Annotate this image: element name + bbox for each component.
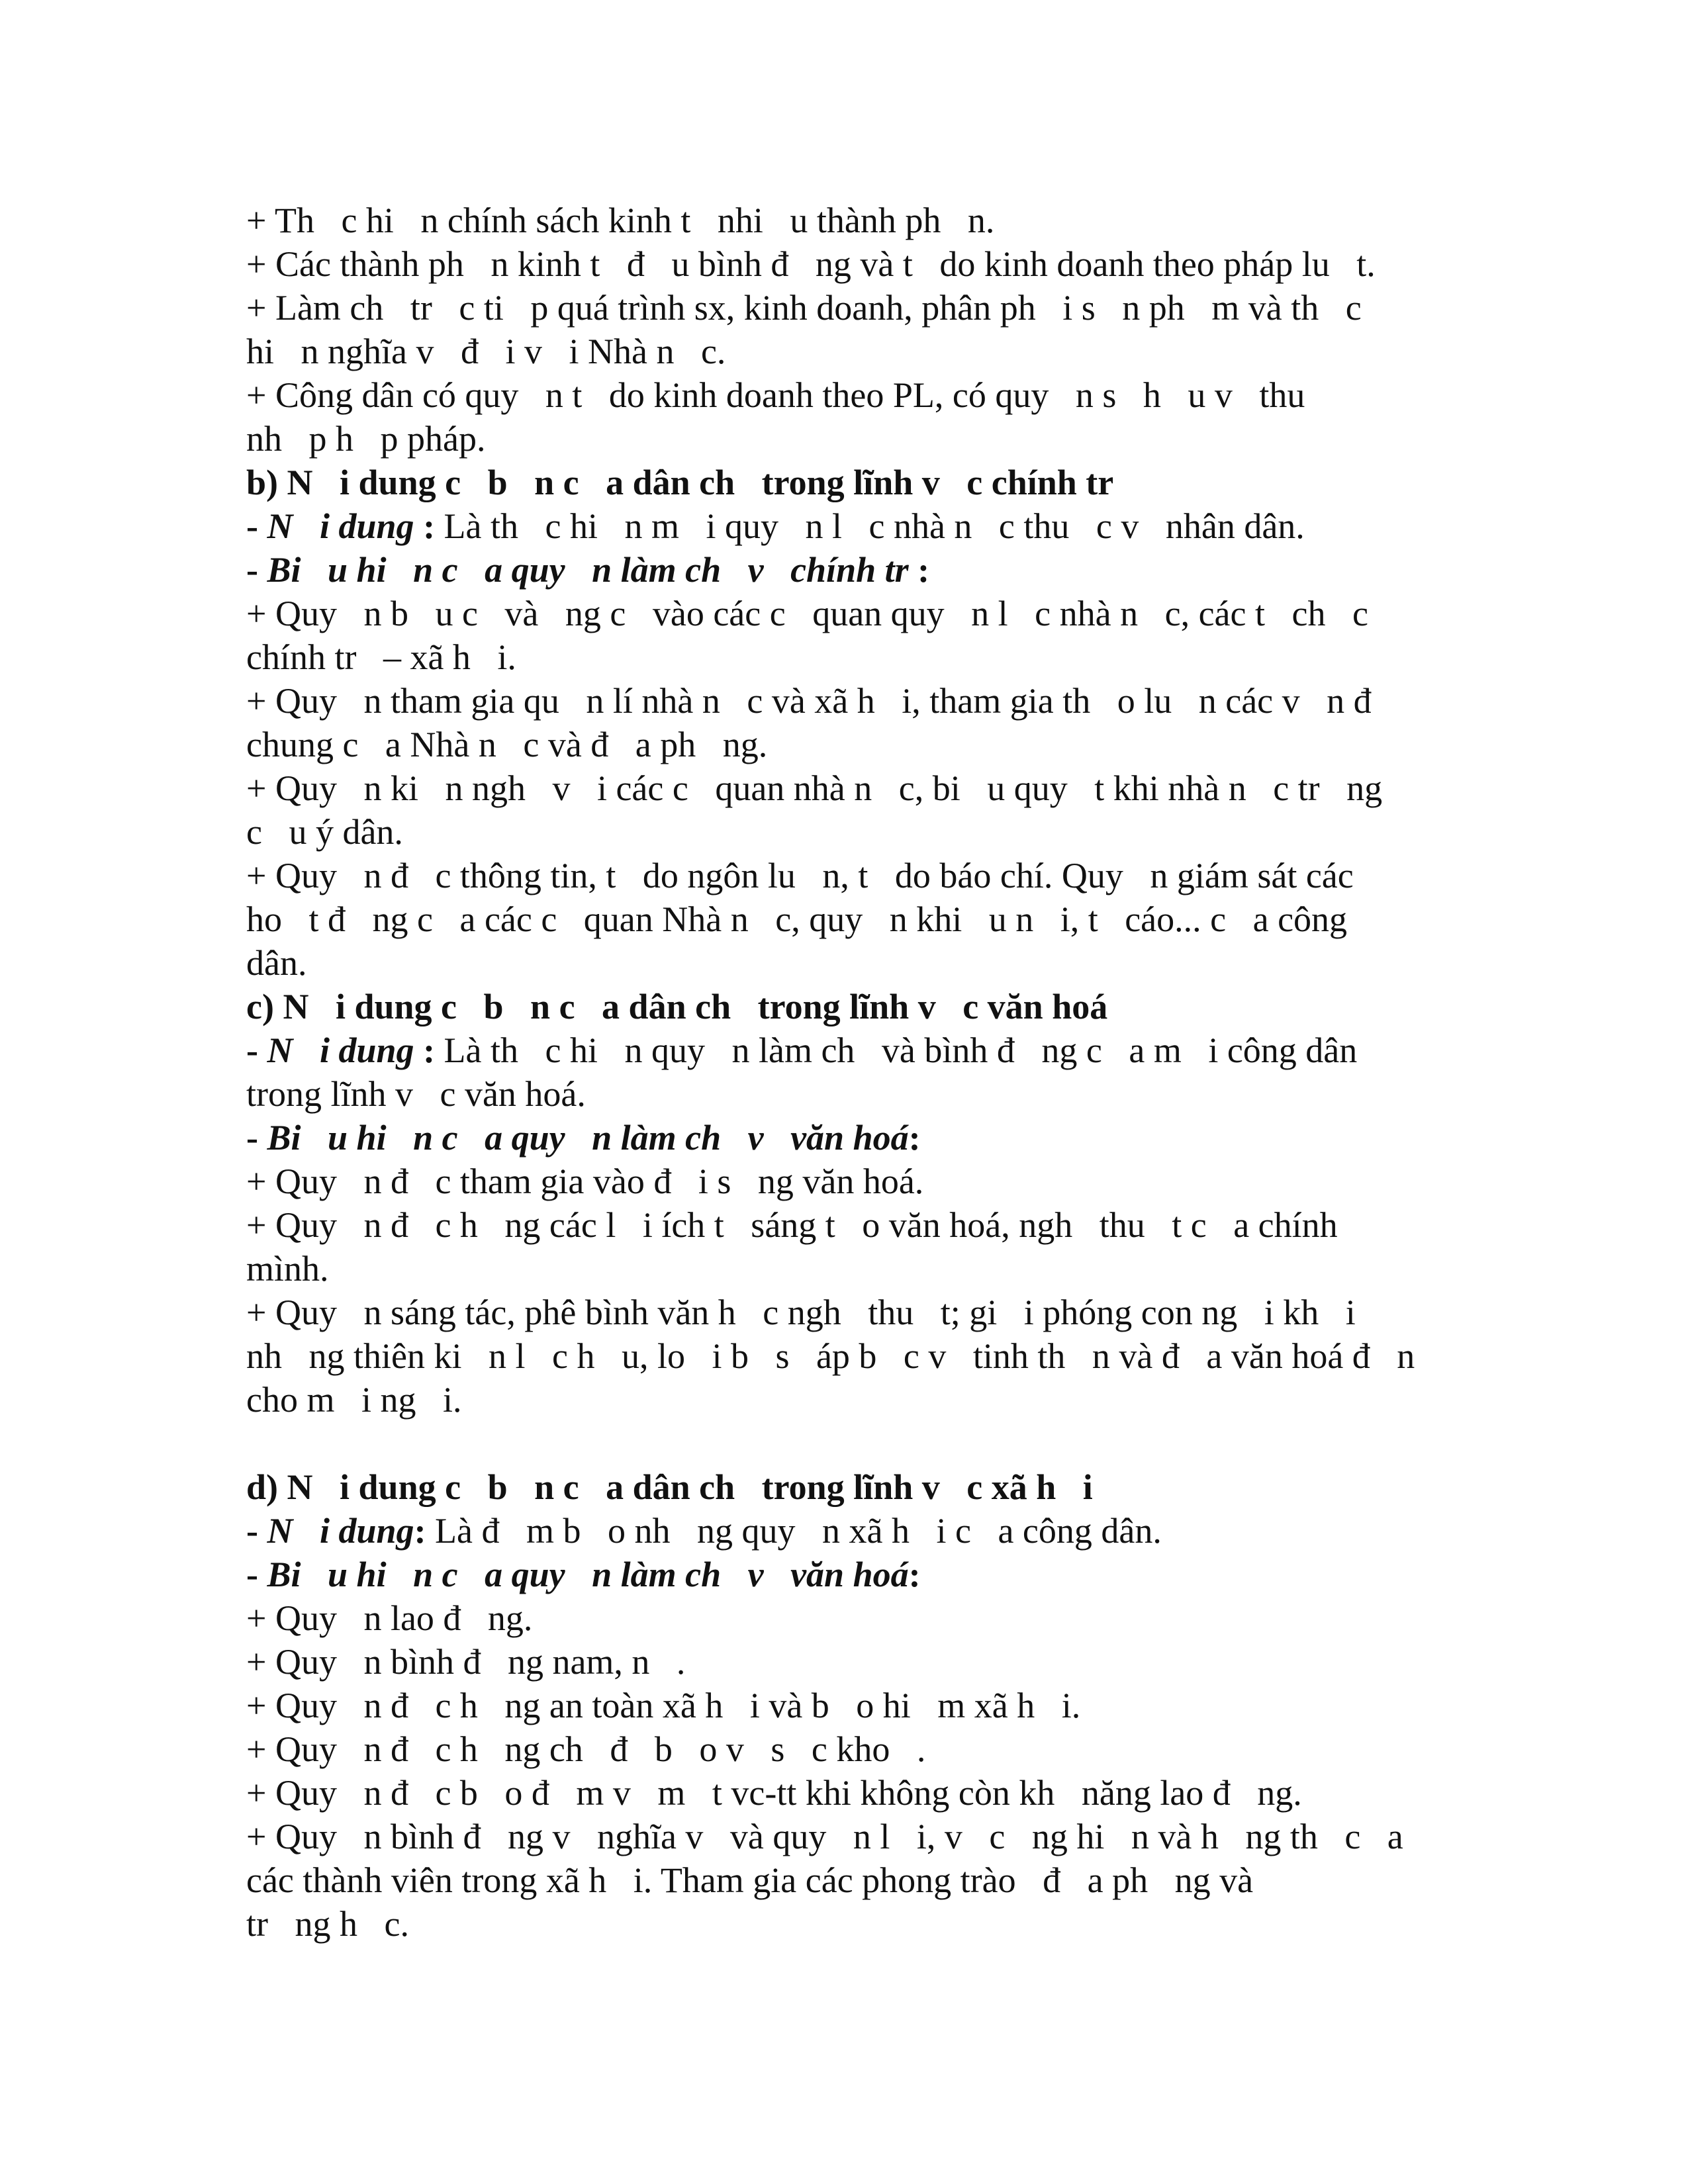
text-line: các thành viên trong xã h i. Tham gia các phong trào đ a ph ng và — [246, 1860, 1254, 1900]
text-line: + Quy n đ c h ng ch đ b o v s c kho . — [246, 1729, 926, 1769]
expression-label: Bi u hi n c a quy n làm ch v văn hoá — [267, 1118, 909, 1158]
text-line: + Quy n đ c h ng an toàn xã h i và b o hi m xã h i. — [246, 1686, 1081, 1725]
expression-label: Bi u hi n c a quy n làm ch v chính tr — [267, 550, 909, 590]
text-line: ho t đ ng c a các c quan Nhà n c, quy n khi u n i, t cáo... c a công — [246, 899, 1348, 939]
text-line: chung c a Nhà n c và đ a ph ng. — [246, 725, 768, 764]
text-line: + Quy n bình đ ng nam, n . — [246, 1642, 686, 1682]
text-line: nh p h p pháp. — [246, 419, 486, 459]
content-text: Là th c hi n m i quy n l c nhà n c thu c v nhân dân. — [444, 506, 1305, 546]
text-line: tr ng h c. — [246, 1904, 409, 1944]
content-text: Là đ m b o nh ng quy n xã h i c a công dân. — [435, 1511, 1162, 1551]
text-line: nh ng thiên ki n l c h u, lo i b s áp b c v tinh th n và đ a văn hoá đ n — [246, 1336, 1415, 1376]
text-line: + Công dân có quy n t do kinh doanh theo PL, có quy n s h u v thu — [246, 375, 1305, 415]
text-line: dân. — [246, 943, 307, 983]
section-b-content: - N i dung : Là th c hi n m i quy n l c nhà n c thu c v nhân dân. — [246, 506, 1305, 546]
text-line: + Quy n lao đ ng. — [246, 1598, 533, 1638]
text-line: + Quy n đ c b o đ m v m t vc-tt khi không còn kh năng lao đ ng. — [246, 1773, 1302, 1813]
text-line: + Các thành ph n kinh t đ u bình đ ng và t do kinh doanh theo pháp lu t. — [246, 244, 1376, 284]
text-line: + Làm ch tr c ti p quá trình sx, kinh doanh, phân ph i s n ph m và th c — [246, 288, 1362, 328]
text-line: chính tr – xã h i. — [246, 637, 516, 677]
section-b-expression-label: - Bi u hi n c a quy n làm ch v chính tr : — [246, 550, 930, 590]
text-line: hi n nghĩa v đ i v i Nhà n c. — [246, 332, 726, 371]
text-line: + Quy n đ c thông tin, t do ngôn lu n, t do báo chí. Quy n giám sát các — [246, 856, 1354, 895]
text-line: cho m i ng i. — [246, 1380, 462, 1420]
text-line: + Quy n sáng tác, phê bình văn h c ngh thu t; gi i phóng con ng i kh i — [246, 1293, 1356, 1332]
content-label: N i dung — [267, 1030, 414, 1070]
section-d-expression-label: - Bi u hi n c a quy n làm ch v văn hoá: — [246, 1555, 921, 1594]
text-line: trong lĩnh v c văn hoá. — [246, 1074, 586, 1114]
document-body — [246, 199, 1451, 1946]
text-line: + Quy n đ c tham gia vào đ i s ng văn hoá. — [246, 1161, 924, 1201]
text-line: + Quy n đ c h ng các l i ích t sáng t o văn hoá, ngh thu t c a chính — [246, 1205, 1338, 1245]
content-text: Là th c hi n quy n làm ch và bình đ ng c a m i công dân — [444, 1030, 1358, 1070]
content-label: N i dung — [267, 506, 414, 546]
expression-label: Bi u hi n c a quy n làm ch v văn hoá — [267, 1555, 909, 1594]
text-line: mình. — [246, 1249, 329, 1289]
section-c-content: - N i dung : Là th c hi n quy n làm ch và bình đ ng c a m i công dân — [246, 1030, 1358, 1070]
section-d-content: - N i dung: Là đ m b o nh ng quy n xã h i c a công dân. — [246, 1511, 1162, 1551]
section-c-heading: c) N i dung c b n c a dân ch trong lĩnh v c văn hoá — [246, 987, 1108, 1026]
text-line: + Th c hi n chính sách kinh t nhi u thành ph n. — [246, 201, 995, 240]
text-line: c u ý dân. — [246, 812, 403, 852]
content-label: N i dung — [267, 1511, 414, 1551]
blank-line — [246, 1422, 1451, 1465]
text-line: + Quy n tham gia qu n lí nhà n c và xã h i, tham gia th o lu n các v n đ — [246, 681, 1372, 721]
section-b-heading: b) N i dung c b n c a dân ch trong lĩnh v c chính tr — [246, 463, 1114, 502]
text-line: + Quy n bình đ ng v nghĩa v và quy n l i, v c ng hi n và h ng th c a — [246, 1817, 1403, 1856]
section-d-heading: d) N i dung c b n c a dân ch trong lĩnh v c xã h i — [246, 1467, 1093, 1507]
text-line: + Quy n ki n ngh v i các c quan nhà n c, bi u quy t khi nhà n c tr ng — [246, 768, 1383, 808]
section-c-expression-label: - Bi u hi n c a quy n làm ch v văn hoá: — [246, 1118, 921, 1158]
text-line: + Quy n b u c và ng c vào các c quan quy n l c nhà n c, các t ch c — [246, 594, 1368, 633]
